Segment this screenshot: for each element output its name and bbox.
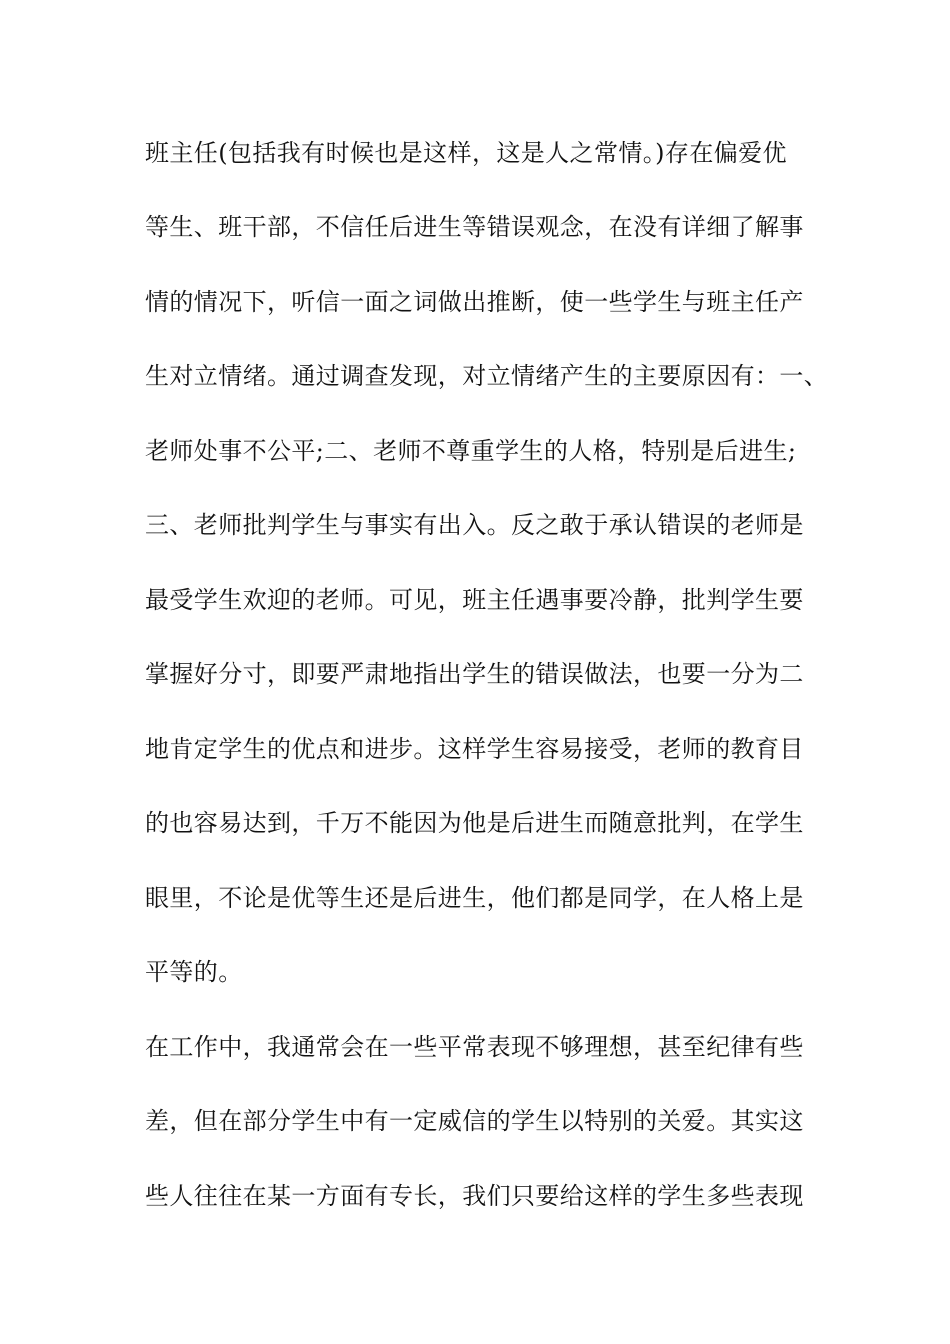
text-line-3: 情的情况下，听信一面之词做出推断，使一些学生与班主任产: [145, 288, 804, 316]
text-line-7: 最受学生欢迎的老师。可见，班主任遇事要冷静，批判学生要: [145, 586, 804, 614]
text-line-8: 掌握好分寸，即要严肃地指出学生的错误做法，也要一分为二: [145, 660, 804, 688]
text-line-10: 的也容易达到，千万不能因为他是后进生而随意批判，在学生: [145, 809, 804, 837]
text-line-2: 等生、班干部，不信任后进生等错误观念，在没有详细了解事: [145, 213, 804, 241]
text-line-5: 老师处事不公平;二、老师不尊重学生的人格，特别是后进生;: [145, 437, 797, 465]
text-line-1: 班主任(包括我有时候也是这样，这是人之常情。)存在偏爱优: [145, 139, 787, 167]
text-line-4: 生对立情绪。通过调查发现，对立情绪产生的主要原因有：一、: [145, 362, 829, 390]
text-line-13: 在工作中，我通常会在一些平常表现不够理想，甚至纪律有些: [145, 1033, 804, 1061]
text-line-12: 平等的。: [145, 958, 243, 986]
text-line-6: 三、老师批判学生与事实有出入。反之敢于承认错误的老师是: [145, 511, 804, 539]
text-line-14: 差，但在部分学生中有一定威信的学生以特别的关爱。其实这: [145, 1107, 804, 1135]
text-line-9: 地肯定学生的优点和进步。这样学生容易接受，老师的教育目: [145, 735, 804, 763]
text-line-11: 眼里，不论是优等生还是后进生，他们都是同学，在人格上是: [145, 884, 804, 912]
text-line-15: 些人往往在某一方面有专长，我们只要给这样的学生多些表现: [145, 1182, 804, 1210]
